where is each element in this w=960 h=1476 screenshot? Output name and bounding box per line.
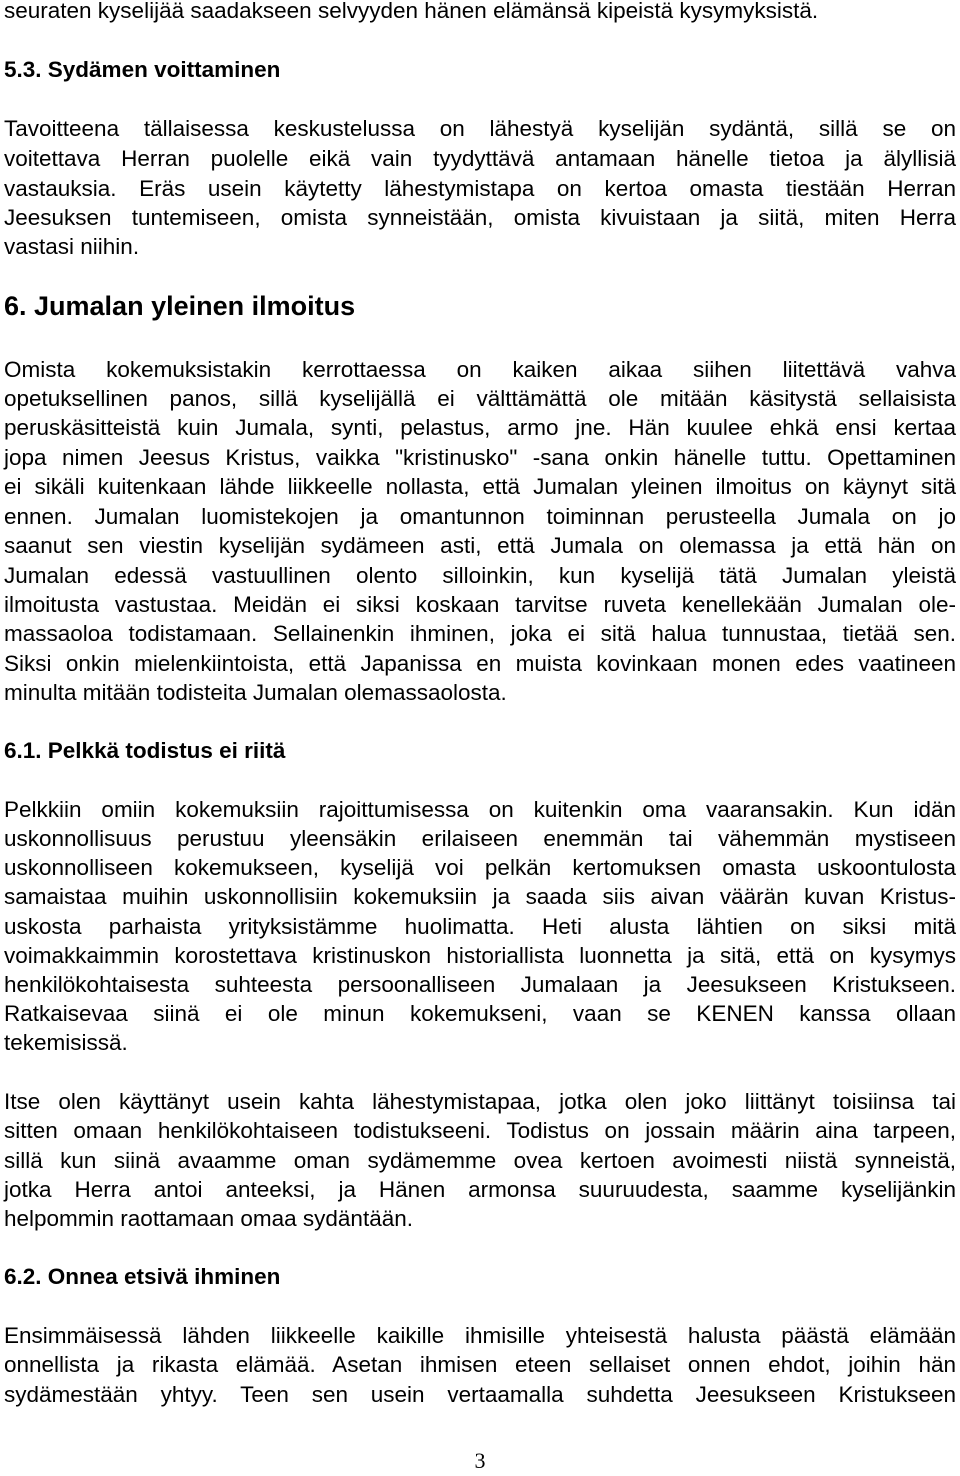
text-line: Omista kokemuksistakin kerrottaessa on kaiken aikaa siihen liitettävä vahva [4, 357, 956, 382]
text-line: sillä kun siinä avaamme oman sydämemme ovea kertoen avoimesti niistä synneistä, [4, 1148, 956, 1173]
text-line: peruskäsitteistä kuin Jumala, synti, pelastus, armo jne. Hän kuulee ehkä ensi kertaa [4, 415, 956, 440]
text-line: saanut sen viestin kyselijän sydämeen asti, että Jumala on olemassa ja että hän on [4, 533, 956, 558]
text-line: Pelkkiin omiin kokemuksiin rajoittumisessa on kuitenkin oma vaaransakin. Kun idän [4, 797, 956, 822]
text-line: ilmoitusta vastustaa. Meidän ei siksi koskaan tarvitse ruveta kenellekään Jumalan ole- [4, 592, 956, 617]
text-line: helpommin raottamaan omaa sydäntään. [4, 1206, 413, 1231]
text-line: uskosta parhaista yrityksistämme huolimatta. Heti alusta lähtien on siksi mitä [4, 914, 956, 939]
heading-6-2: 6.2. Onnea etsivä ihminen [4, 1264, 281, 1289]
heading-6: 6. Jumalan yleinen ilmoitus [4, 291, 356, 321]
text-line: ennen. Jumalan luomistekojen ja omantunnon toiminnan perusteella Jumala on jo [4, 504, 956, 529]
text-line: voitettava Herran puolelle eikä vain tyydyttävä antamaan hänelle tietoa ja älyllisiä [4, 146, 956, 171]
text-line: ei sikäli kuitenkaan lähde liikkeelle nollasta, että Jumalan yleinen ilmoitus on käynyt sitä [4, 474, 956, 499]
text-line: Siksi onkin mielenkiintoista, että Japanissa en muista kovinkaan monen edes vaatineen [4, 651, 956, 676]
text-line: voimakkaimmin korostettava kristinuskon historiallista luonnetta ja sitä, että on kysymys [4, 943, 956, 968]
text-line: opetuksellinen panos, sillä kyselijällä ei välttämättä ole mitään käsitystä sellaisista [4, 386, 956, 411]
text-line: minulta mitään todisteita Jumalan olemassaolosta. [4, 680, 507, 705]
text-line: Itse olen käyttänyt usein kahta lähestymistapaa, jotka olen joko liittänyt toisiinsa tai [4, 1089, 956, 1114]
text-line: sitten omaan henkilökohtaiseen todistukseeni. Todistus on jossain määrin aina tarpeen, [4, 1118, 956, 1143]
heading-5-3: 5.3. Sydämen voittaminen [4, 57, 281, 82]
text-line: Jeesuksen tuntemiseen, omista synneistään, omista kivuistaan ja siitä, miten Herra [4, 205, 956, 230]
text-line: onnellista ja rikasta elämää. Asetan ihmisen eteen sellaiset onnen ehdot, joihin hän [4, 1352, 956, 1377]
text-line: Ratkaisevaa siinä ei ole minun kokemukseni, vaan se KENEN kanssa ollaan [4, 1001, 956, 1026]
text-line: uskonnollisuus perustuu yleensäkin erilaiseen enemmän tai vähemmän mystiseen [4, 826, 956, 851]
text-line: tekemisissä. [4, 1030, 128, 1055]
text-line: seuraten kyselijää saadakseen selvyyden hänen elämänsä kipeistä kysymyksistä. [4, 0, 819, 23]
text-line: Jumalan edessä vastuullinen olento silloinkin, kun kyselijä tätä Jumalan yleistä [4, 563, 956, 588]
heading-6-1: 6.1. Pelkkä todistus ei riitä [4, 738, 286, 763]
text-line: samaistaa muihin uskonnollisiin kokemuksiin ja saada siis aivan väärän kuvan Kristus- [4, 884, 956, 909]
text-line: henkilökohtaisesta suhteesta persoonalliseen Jumalaan ja Jeesukseen Kristukseen. [4, 972, 956, 997]
text-line: uskonnolliseen kokemukseen, kyselijä voi pelkän kertomuksen omasta uskoontulosta [4, 855, 956, 880]
page-number: 3 [474, 1448, 486, 1473]
text-line: massaoloa todistamaan. Sellainenkin ihminen, joka ei sitä halua tunnustaa, tietää sen. [4, 621, 956, 646]
text-line: jotka Herra antoi anteeksi, ja Hänen armonsa suuruudesta, saamme kyselijänkin [4, 1177, 956, 1202]
text-line: Ensimmäisessä lähden liikkeelle kaikille ihmisille yhteisestä halusta päästä elämään [4, 1323, 956, 1348]
text-line: vastasi niihin. [4, 234, 140, 259]
text-line: vastauksia. Eräs usein käytetty lähestymistapa on kertoa omasta tiestään Herran [4, 176, 956, 201]
text-line: sydämestään yhtyy. Teen sen usein vertaamalla suhdetta Jeesukseen Kristukseen [4, 1382, 956, 1407]
text-line: jopa nimen Jeesus Kristus, vaikka "kristinusko" -sana onkin hänelle tuttu. Opettaminen [4, 445, 956, 470]
text-line: Tavoitteena tällaisessa keskustelussa on lähestyä kyselijän sydäntä, sillä se on [4, 116, 956, 141]
